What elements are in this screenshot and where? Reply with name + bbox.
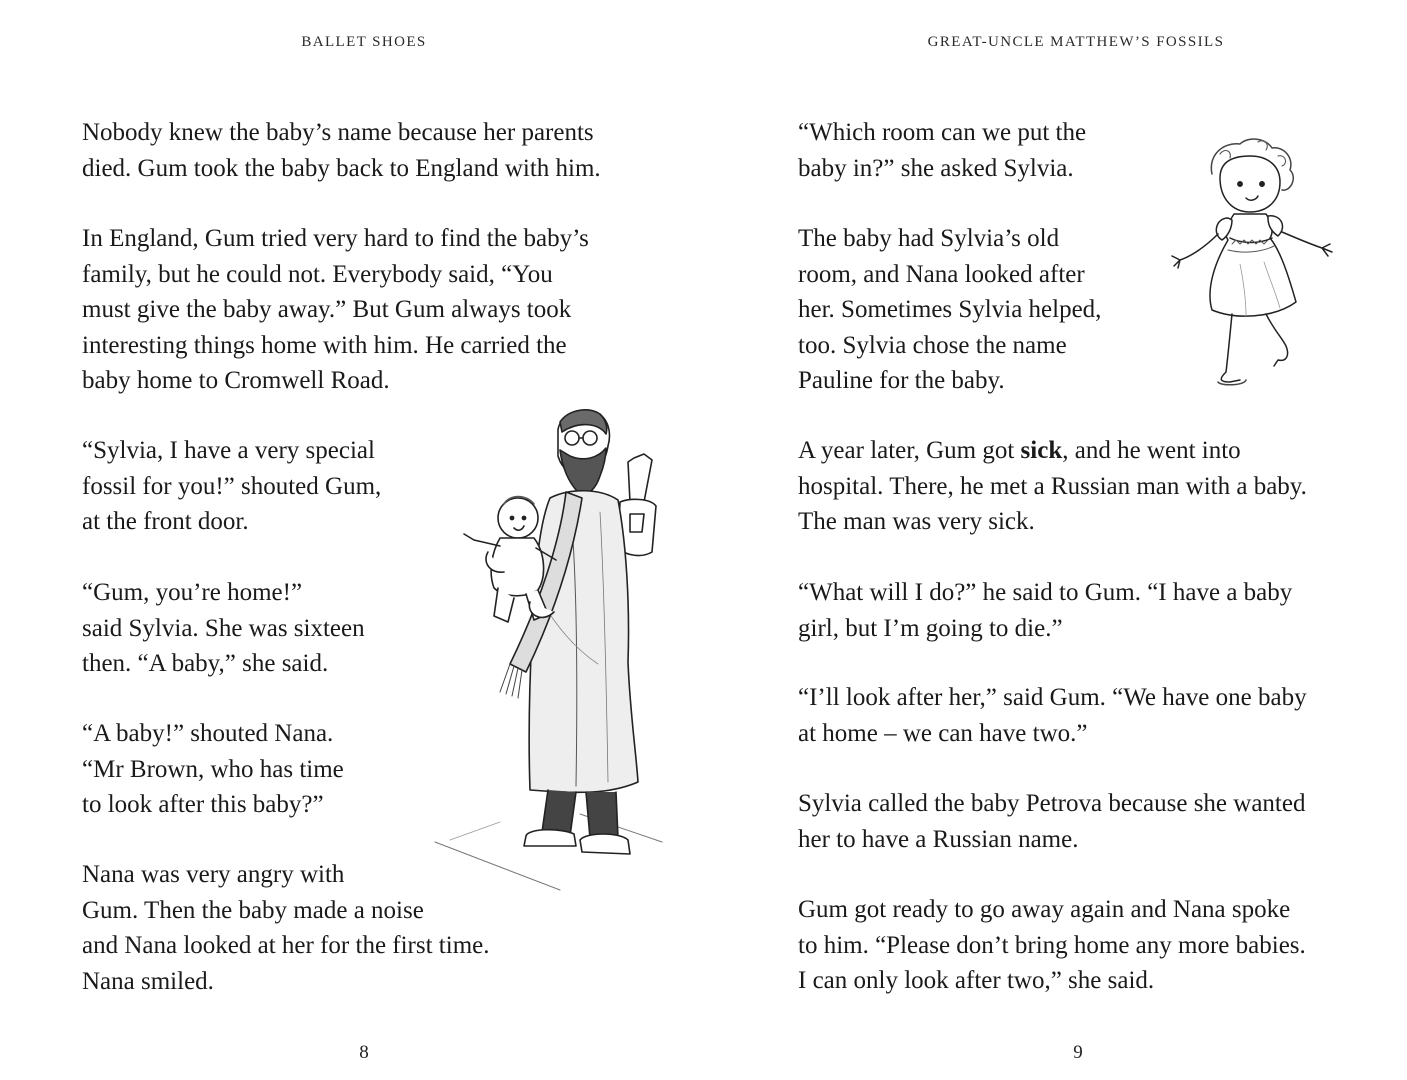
left-page [0,0,703,1080]
right-paragraph-2: The baby had Sylvia’s old room, and Nana looked after her. Sometimes Sylvia helped, too. Sylvia chose the name Pauline for the baby. [798,225,1102,394]
left-running-head: BALLET SHOES [301,34,427,50]
right-paragraph-6: Sylvia called the baby Petrova because she wanted her to have a Russian name. [798,790,1306,853]
right-paragraph-1: “Which room can we put the baby in?” she asked Sylvia. [798,119,1087,182]
right-paragraph-4: “What will I do?” he said to Gum. “I have a baby girl, but I’m going to die.” [798,579,1293,642]
right-page [704,0,1407,1080]
right-page-number: 9 [1073,1042,1083,1063]
bold-keyword: sick [1020,437,1063,464]
left-paragraph-4: “Gum, you’re home!” said Sylvia. She was sixteen then. “A baby,” she said. [82,579,365,677]
man-holding-baby-illustration [430,402,670,902]
left-paragraph-6: Nana was very angry with Gum. Then the baby made a noise and Nana looked at her for the first time. Nana smiled. [82,861,490,995]
left-paragraph-3: “Sylvia, I have a very special fossil for you!” shouted Gum, at the front door. [82,437,382,535]
left-paragraph-1: Nobody knew the baby’s name because her parents died. Gum took the baby back to England with him. [82,119,601,182]
left-page-number: 8 [359,1042,369,1063]
right-paragraph-5: “I’ll look after her,” said Gum. “We have one baby at home – we can have two.” [798,684,1307,747]
right-running-head: GREAT-UNCLE MATTHEW’S FOSSILS [927,34,1225,50]
right-paragraph-3: A year later, Gum got sick, and he went into hospital. There, he met a Russian man with a baby. The man was very sick. [798,437,1307,535]
left-paragraph-5: “A baby!” shouted Nana. “Mr Brown, who has time to look after this baby?” [82,720,344,818]
right-paragraph-7: Gum got ready to go away again and Nana spoke to him. “Please don’t bring home any more babies. I can only look after two,” she said. [798,896,1306,994]
left-paragraph-2: In England, Gum tried very hard to find the baby’s family, but he could not. Everybody said, “You must give the baby away.” But Gum always took interesting things home with him. He carried the baby home to Cromwell Road. [82,225,589,394]
toddler-dancing-illustration [1170,134,1350,390]
